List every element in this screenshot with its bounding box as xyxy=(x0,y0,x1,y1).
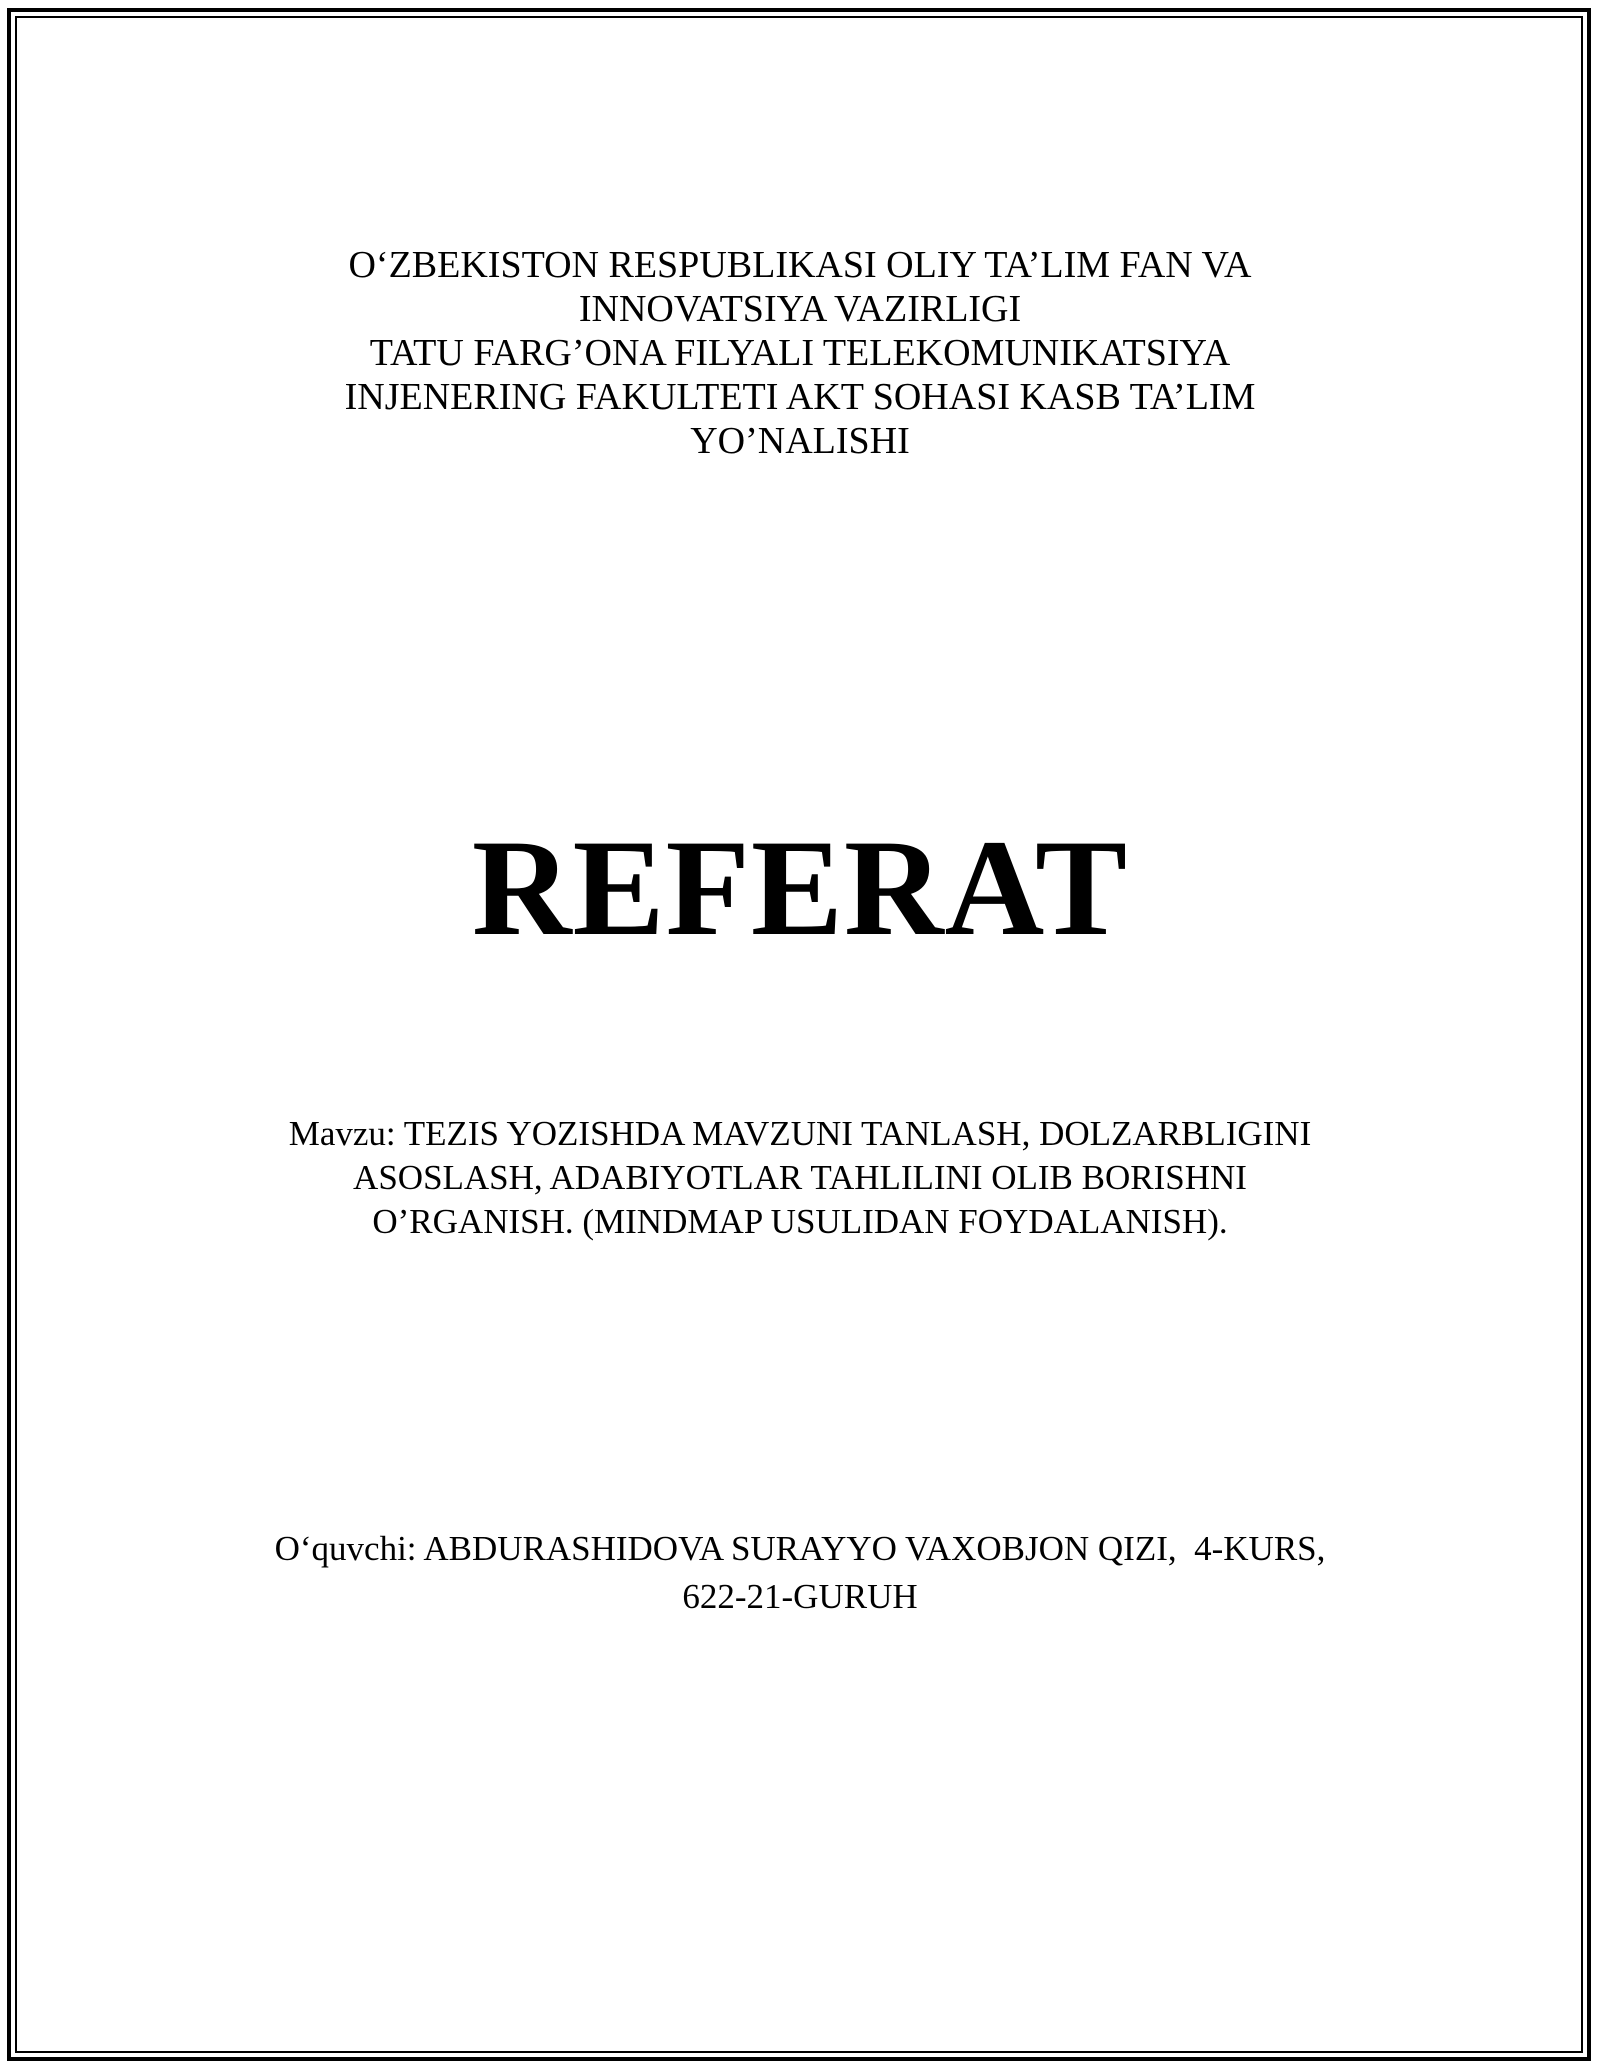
institution-header xyxy=(200,243,1400,463)
header-line: TATU FARG’ONA FILYALI TELEKOMUNIKATSIYA xyxy=(369,332,1231,374)
header-line: O‘ZBEKISTON RESPUBLIKASI OLIY TA’LIM FAN VA xyxy=(348,244,1252,286)
header-line: YO’NALISHI xyxy=(690,420,910,462)
topic-line: ASOSLASH, ADABIYOTLAR TAHLILINI OLIB BORISHNI xyxy=(353,1158,1247,1197)
student-line: 622-21-GURUH xyxy=(682,1577,918,1616)
header-line: INJENERING FAKULTETI AKT SOHASI KASB TA’LIM xyxy=(344,376,1256,418)
topic-line: O’RGANISH. (MINDMAP USULIDAN FOYDALANISH). xyxy=(372,1202,1228,1241)
topic-line: Mavzu: TEZIS YOZISHDA MAVZUNI TANLASH, DOLZARBLIGINI xyxy=(288,1114,1312,1153)
topic-block xyxy=(200,1112,1400,1244)
student-line: O‘quvchi: ABDURASHIDOVA SURAYYO VAXOBJON QIZI, 4-KURS, xyxy=(274,1529,1326,1568)
header-line: INNOVATSIYA VAZIRLIGI xyxy=(578,288,1022,330)
document-title: REFERAT xyxy=(471,811,1129,964)
student-info xyxy=(150,1525,1450,1621)
